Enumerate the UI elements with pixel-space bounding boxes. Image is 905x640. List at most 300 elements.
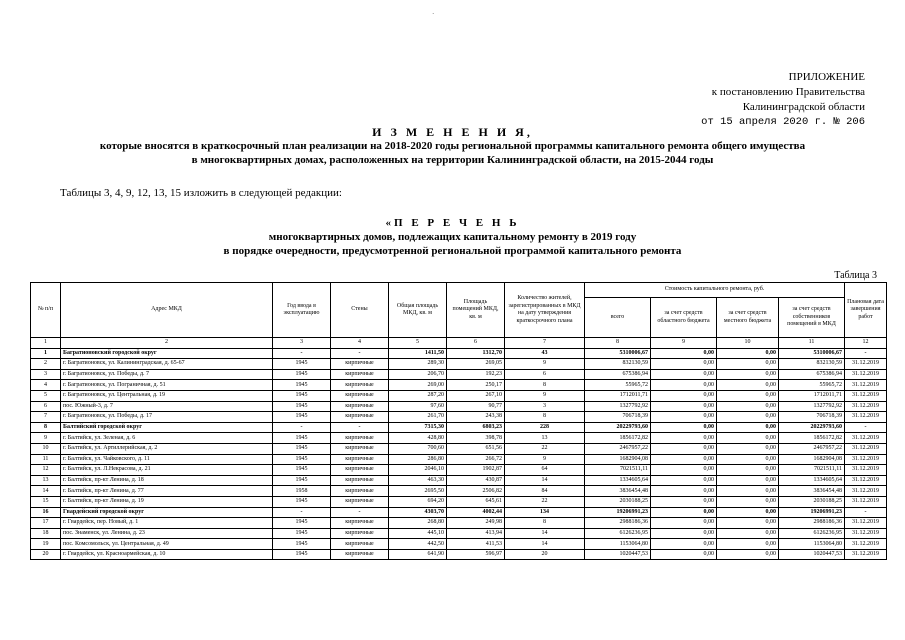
cost-local-cell: 0,00: [717, 507, 779, 518]
cost-owners-cell: 1682904,08: [779, 454, 845, 465]
walls-cell: кирпичные: [331, 539, 389, 550]
premises-area-cell: 267,10: [447, 390, 505, 401]
row-number: 10: [31, 443, 61, 454]
cost-owners-cell: 1856172,82: [779, 433, 845, 444]
cost-total-cell: 706718,39: [585, 412, 651, 423]
column-number: 4: [331, 338, 389, 349]
year-cell: 1945: [273, 528, 331, 539]
address-cell: г. Багратионовск, ул. Победы, д. 7: [61, 369, 273, 380]
cost-local-cell: 0,00: [717, 486, 779, 497]
row-number: 15: [31, 496, 61, 507]
cost-regional-cell: 0,00: [651, 539, 717, 550]
walls-cell: кирпичные: [331, 496, 389, 507]
cost-regional-cell: 0,00: [651, 486, 717, 497]
total-area-cell: 269,00: [389, 380, 447, 391]
residents-cell: 6: [505, 369, 585, 380]
list-line: многоквартирных домов, подлежащих капитальному ремонту в 2019 году: [268, 231, 637, 243]
premises-area-cell: 430,87: [447, 475, 505, 486]
walls-cell: кирпичные: [331, 528, 389, 539]
column-number: 1: [31, 338, 61, 349]
residents-cell: 9: [505, 390, 585, 401]
cost-local-cell: 0,00: [717, 518, 779, 529]
residents-cell: 14: [505, 475, 585, 486]
header-walls: Стены: [331, 283, 389, 338]
cost-owners-cell: 1020447,53: [779, 549, 845, 560]
year-cell: -: [273, 348, 331, 359]
cost-owners-cell: 1334605,64: [779, 475, 845, 486]
table-row: [31, 412, 887, 423]
header-completion: Плановая дата завершения работ: [845, 283, 887, 338]
walls-cell: кирпичные: [331, 433, 389, 444]
row-number: 18: [31, 528, 61, 539]
completion-date-cell: 31.12.2019: [845, 528, 887, 539]
completion-date-cell: -: [845, 422, 887, 433]
address-cell: г. Балтийск, ул. Чайковского, д. 11: [61, 454, 273, 465]
list-title: «П Е Р Е Ч Е Н Ь: [385, 217, 520, 229]
address-cell: Балтийский городской округ: [61, 422, 273, 433]
address-cell: г. Балтийск, ул. Л.Некрасова, д. 21: [61, 465, 273, 476]
completion-date-cell: 31.12.2019: [845, 401, 887, 412]
cost-total-cell: 20229793,60: [585, 422, 651, 433]
cost-local-cell: 0,00: [717, 528, 779, 539]
cost-owners-cell: 832130,59: [779, 359, 845, 370]
premises-area-cell: 645,61: [447, 496, 505, 507]
year-cell: 1945: [273, 465, 331, 476]
column-number: 12: [845, 338, 887, 349]
walls-cell: -: [331, 348, 389, 359]
cost-regional-cell: 0,00: [651, 443, 717, 454]
premises-area-cell: 596,97: [447, 549, 505, 560]
address-cell: пос. Знаменск, ул. Ленина, д. 23: [61, 528, 273, 539]
appendix-title: ПРИЛОЖЕНИЕ: [788, 71, 865, 83]
cost-local-cell: 0,00: [717, 359, 779, 370]
district-total-row: [31, 422, 887, 433]
row-number: 4: [31, 380, 61, 391]
column-number: 8: [585, 338, 651, 349]
cost-local-cell: 0,00: [717, 454, 779, 465]
address-cell: пос. Южный-3, д. 7: [61, 401, 273, 412]
total-area-cell: 287,20: [389, 390, 447, 401]
row-number: 12: [31, 465, 61, 476]
address-cell: Багратионовский городской округ: [61, 348, 273, 359]
cost-regional-cell: 0,00: [651, 475, 717, 486]
walls-cell: кирпичные: [331, 380, 389, 391]
table-row: [31, 454, 887, 465]
completion-date-cell: 31.12.2019: [845, 359, 887, 370]
premises-area-cell: 269,05: [447, 359, 505, 370]
row-number: 14: [31, 486, 61, 497]
address-cell: г. Балтийск, ул. Артиллерийская, д. 2: [61, 443, 273, 454]
cost-regional-cell: 0,00: [651, 412, 717, 423]
total-area-cell: 289,30: [389, 359, 447, 370]
row-number: 2: [31, 359, 61, 370]
total-area-cell: 286,80: [389, 454, 447, 465]
walls-cell: кирпичные: [331, 401, 389, 412]
cost-local-cell: 0,00: [717, 380, 779, 391]
year-cell: 1945: [273, 401, 331, 412]
header-num: № п/п: [31, 283, 61, 338]
table-row: [31, 433, 887, 444]
cost-owners-cell: 20229793,60: [779, 422, 845, 433]
address-cell: г. Балтийск, пр-кт Ленина, д. 19: [61, 496, 273, 507]
residents-cell: 3: [505, 401, 585, 412]
residents-cell: 8: [505, 412, 585, 423]
walls-cell: кирпичные: [331, 454, 389, 465]
cost-local-cell: 0,00: [717, 348, 779, 359]
residents-cell: 14: [505, 528, 585, 539]
address-cell: пос. Комсомольск, ул. Центральная, д. 49: [61, 539, 273, 550]
cost-total-cell: 5310006,67: [585, 348, 651, 359]
total-area-cell: 694,20: [389, 496, 447, 507]
cost-total-cell: 1153064,80: [585, 539, 651, 550]
changes-line: которые вносятся в краткосрочный план реализации на 2018-2020 годы региональной программы капитального ремонта общего имущества: [99, 140, 806, 152]
premises-area-cell: 243,38: [447, 412, 505, 423]
completion-date-cell: -: [845, 507, 887, 518]
walls-cell: кирпичные: [331, 486, 389, 497]
premises-area-cell: 651,56: [447, 443, 505, 454]
walls-cell: -: [331, 507, 389, 518]
cost-owners-cell: 2030188,25: [779, 496, 845, 507]
row-number: 3: [31, 369, 61, 380]
total-area-cell: 445,10: [389, 528, 447, 539]
table-row: [31, 539, 887, 550]
cost-owners-cell: 55965,72: [779, 380, 845, 391]
row-number: 20: [31, 549, 61, 560]
cost-owners-cell: 675386,94: [779, 369, 845, 380]
premises-area-cell: 1312,70: [447, 348, 505, 359]
appendix-line: Калининградской области: [742, 101, 865, 113]
header-total-area: Общая площадь МКД, кв. м: [389, 283, 447, 338]
premises-area-cell: 6803,23: [447, 422, 505, 433]
residents-cell: 8: [505, 518, 585, 529]
column-number: 10: [717, 338, 779, 349]
cost-total-cell: 1327792,92: [585, 401, 651, 412]
residents-cell: 8: [505, 380, 585, 391]
cost-local-cell: 0,00: [717, 475, 779, 486]
row-number: 5: [31, 390, 61, 401]
residents-cell: 43: [505, 348, 585, 359]
cost-owners-cell: 706718,39: [779, 412, 845, 423]
address-cell: г. Багратионовск, ул. Пограничная, д. 51: [61, 380, 273, 391]
total-area-cell: 442,50: [389, 539, 447, 550]
table-row: [31, 475, 887, 486]
cost-regional-cell: 0,00: [651, 518, 717, 529]
cost-regional-cell: 0,00: [651, 369, 717, 380]
cost-regional-cell: 0,00: [651, 465, 717, 476]
header-cost-local: за счет средств местного бюджета: [717, 298, 779, 338]
completion-date-cell: 31.12.2019: [845, 412, 887, 423]
total-area-cell: 641,90: [389, 549, 447, 560]
table-row: [31, 359, 887, 370]
column-number: 11: [779, 338, 845, 349]
completion-date-cell: 31.12.2019: [845, 518, 887, 529]
year-cell: -: [273, 422, 331, 433]
cost-regional-cell: 0,00: [651, 433, 717, 444]
table-row: [31, 528, 887, 539]
cost-local-cell: 0,00: [717, 390, 779, 401]
cost-regional-cell: 0,00: [651, 496, 717, 507]
cost-total-cell: 1334605,64: [585, 475, 651, 486]
appendix-block: [645, 70, 865, 130]
walls-cell: кирпичные: [331, 465, 389, 476]
walls-cell: кирпичные: [331, 443, 389, 454]
premises-area-cell: 250,17: [447, 380, 505, 391]
table-row: [31, 380, 887, 391]
premises-area-cell: 1902,87: [447, 465, 505, 476]
completion-date-cell: 31.12.2019: [845, 454, 887, 465]
cost-regional-cell: 0,00: [651, 422, 717, 433]
walls-cell: -: [331, 422, 389, 433]
address-cell: Гвардейский городской округ: [61, 507, 273, 518]
cost-regional-cell: 0,00: [651, 348, 717, 359]
total-area-cell: 2046,10: [389, 465, 447, 476]
row-number: 6: [31, 401, 61, 412]
total-area-cell: 97,60: [389, 401, 447, 412]
total-area-cell: 428,80: [389, 433, 447, 444]
header-residents: Количество жителей, зарегистрированных в МКД на дату утверждения краткосрочного плана: [505, 283, 585, 338]
table-row: [31, 549, 887, 560]
header-year: Год ввода в эксплуатацию: [273, 283, 331, 338]
year-cell: 1945: [273, 412, 331, 423]
residents-cell: 64: [505, 465, 585, 476]
tables-note: Таблицы 3, 4, 9, 12, 13, 15 изложить в следующей редакции:: [60, 187, 342, 199]
header-address: Адрес МКД: [61, 283, 273, 338]
header-cost-total: всего: [585, 298, 651, 338]
row-number: 16: [31, 507, 61, 518]
table-row: [31, 443, 887, 454]
cost-owners-cell: 7021511,11: [779, 465, 845, 476]
table-row: [31, 518, 887, 529]
column-number: 9: [651, 338, 717, 349]
year-cell: 1945: [273, 496, 331, 507]
total-area-cell: 1411,50: [389, 348, 447, 359]
cost-local-cell: 0,00: [717, 422, 779, 433]
row-number: 19: [31, 539, 61, 550]
walls-cell: кирпичные: [331, 359, 389, 370]
list-heading: [0, 216, 905, 258]
column-number: 5: [389, 338, 447, 349]
cost-regional-cell: 0,00: [651, 359, 717, 370]
header-cost-regional: за счет средств областного бюджета: [651, 298, 717, 338]
column-number: 7: [505, 338, 585, 349]
cost-local-cell: 0,00: [717, 539, 779, 550]
cost-local-cell: 0,00: [717, 369, 779, 380]
walls-cell: кирпичные: [331, 412, 389, 423]
row-number: 13: [31, 475, 61, 486]
cost-owners-cell: 6126236,95: [779, 528, 845, 539]
cost-total-cell: 1712011,71: [585, 390, 651, 401]
year-cell: 1945: [273, 454, 331, 465]
cost-total-cell: 675386,94: [585, 369, 651, 380]
residents-cell: 9: [505, 454, 585, 465]
cost-local-cell: 0,00: [717, 465, 779, 476]
cost-local-cell: 0,00: [717, 496, 779, 507]
completion-date-cell: 31.12.2019: [845, 465, 887, 476]
walls-cell: кирпичные: [331, 369, 389, 380]
column-number: 6: [447, 338, 505, 349]
completion-date-cell: 31.12.2019: [845, 496, 887, 507]
total-area-cell: 7315,30: [389, 422, 447, 433]
header-cost-group: Стоимость капитального ремонта, руб.: [585, 283, 845, 298]
cost-owners-cell: 1153064,80: [779, 539, 845, 550]
residents-cell: 22: [505, 443, 585, 454]
cost-local-cell: 0,00: [717, 433, 779, 444]
row-number: 17: [31, 518, 61, 529]
address-cell: г. Багратионовск, ул. Центральная, д. 19: [61, 390, 273, 401]
cost-owners-cell: 1327792,92: [779, 401, 845, 412]
table-label: Таблица 3: [834, 270, 877, 281]
appendix-date: от 15 апреля 2020 г. № 206: [701, 116, 865, 128]
address-cell: г. Балтийск, пр-кт Ленина, д. 18: [61, 475, 273, 486]
premises-area-cell: 413,94: [447, 528, 505, 539]
year-cell: -: [273, 507, 331, 518]
address-cell: г. Багратионовск, ул. Калининградская, д. 65-67: [61, 359, 273, 370]
premises-area-cell: 249,98: [447, 518, 505, 529]
cost-total-cell: 7021511,11: [585, 465, 651, 476]
completion-date-cell: 31.12.2019: [845, 443, 887, 454]
cost-total-cell: 3836454,48: [585, 486, 651, 497]
cost-local-cell: 0,00: [717, 401, 779, 412]
total-area-cell: 2695,50: [389, 486, 447, 497]
residents-cell: 9: [505, 359, 585, 370]
cost-local-cell: 0,00: [717, 412, 779, 423]
year-cell: 1945: [273, 475, 331, 486]
walls-cell: кирпичные: [331, 475, 389, 486]
cost-regional-cell: 0,00: [651, 507, 717, 518]
cost-regional-cell: 0,00: [651, 390, 717, 401]
address-cell: г. Балтийск, ул. Зеленая, д. 6: [61, 433, 273, 444]
row-number: 8: [31, 422, 61, 433]
changes-line: в многоквартирных домах, расположенных на территории Калининградской области, на 2015-2044 годы: [191, 154, 714, 166]
completion-date-cell: 31.12.2019: [845, 549, 887, 560]
table-body: [31, 348, 887, 560]
premises-area-cell: 192,23: [447, 369, 505, 380]
buildings-table: [30, 282, 887, 560]
year-cell: 1945: [273, 518, 331, 529]
total-area-cell: 268,80: [389, 518, 447, 529]
completion-date-cell: -: [845, 348, 887, 359]
cost-total-cell: 55965,72: [585, 380, 651, 391]
year-cell: 1945: [273, 369, 331, 380]
cost-local-cell: 0,00: [717, 549, 779, 560]
table-row: [31, 496, 887, 507]
total-area-cell: 463,30: [389, 475, 447, 486]
residents-cell: 20: [505, 549, 585, 560]
premises-area-cell: 266,72: [447, 454, 505, 465]
cost-total-cell: 19206991,23: [585, 507, 651, 518]
row-number: 7: [31, 412, 61, 423]
year-cell: 1945: [273, 549, 331, 560]
top-mark: ·: [432, 10, 435, 18]
column-number: 3: [273, 338, 331, 349]
completion-date-cell: 31.12.2019: [845, 539, 887, 550]
total-area-cell: 261,70: [389, 412, 447, 423]
address-cell: г. Гвардейск, пер. Новый, д. 1: [61, 518, 273, 529]
cost-owners-cell: 2988186,36: [779, 518, 845, 529]
completion-date-cell: 31.12.2019: [845, 369, 887, 380]
cost-regional-cell: 0,00: [651, 528, 717, 539]
column-number-row: [31, 338, 887, 349]
residents-cell: 84: [505, 486, 585, 497]
address-cell: г. Балтийск, пр-кт Ленина, д. 77: [61, 486, 273, 497]
cost-regional-cell: 0,00: [651, 549, 717, 560]
residents-cell: 14: [505, 539, 585, 550]
completion-date-cell: 31.12.2019: [845, 433, 887, 444]
premises-area-cell: 2506,82: [447, 486, 505, 497]
residents-cell: 13: [505, 433, 585, 444]
cost-owners-cell: 19206991,23: [779, 507, 845, 518]
cost-owners-cell: 5310006,67: [779, 348, 845, 359]
year-cell: 1945: [273, 390, 331, 401]
cost-owners-cell: 3836454,48: [779, 486, 845, 497]
row-number: 9: [31, 433, 61, 444]
year-cell: 1958: [273, 486, 331, 497]
address-cell: г. Багратионовск, ул. Победы, д. 17: [61, 412, 273, 423]
header-cost-owners: за счет средств собственников помещений в МКД: [779, 298, 845, 338]
header-premises-area: Площадь помещений МКД, кв. м: [447, 283, 505, 338]
year-cell: 1945: [273, 443, 331, 454]
year-cell: 1945: [273, 380, 331, 391]
cost-regional-cell: 0,00: [651, 401, 717, 412]
walls-cell: кирпичные: [331, 390, 389, 401]
table-row: [31, 465, 887, 476]
cost-total-cell: 2988186,36: [585, 518, 651, 529]
cost-total-cell: 1020447,53: [585, 549, 651, 560]
cost-local-cell: 0,00: [717, 443, 779, 454]
cost-regional-cell: 0,00: [651, 454, 717, 465]
district-total-row: [31, 348, 887, 359]
completion-date-cell: 31.12.2019: [845, 390, 887, 401]
cost-regional-cell: 0,00: [651, 380, 717, 391]
cost-total-cell: 832130,59: [585, 359, 651, 370]
premises-area-cell: 398,78: [447, 433, 505, 444]
residents-cell: 228: [505, 422, 585, 433]
column-number: 2: [61, 338, 273, 349]
completion-date-cell: 31.12.2019: [845, 380, 887, 391]
list-line: в порядке очередности, предусмотренной региональной программой капитального ремонта: [223, 245, 682, 257]
changes-heading: [0, 125, 905, 167]
completion-date-cell: 31.12.2019: [845, 475, 887, 486]
year-cell: 1945: [273, 539, 331, 550]
table-row: [31, 401, 887, 412]
residents-cell: 134: [505, 507, 585, 518]
total-area-cell: 4303,70: [389, 507, 447, 518]
walls-cell: кирпичные: [331, 549, 389, 560]
total-area-cell: 700,60: [389, 443, 447, 454]
cost-total-cell: 1682904,08: [585, 454, 651, 465]
cost-total-cell: 2467957,22: [585, 443, 651, 454]
table-row: [31, 486, 887, 497]
changes-title: И З М Е Н Е Н И Я,: [372, 125, 533, 139]
premises-area-cell: 90,77: [447, 401, 505, 412]
district-total-row: [31, 507, 887, 518]
row-number: 1: [31, 348, 61, 359]
cost-total-cell: 1856172,82: [585, 433, 651, 444]
cost-total-cell: 2030188,25: [585, 496, 651, 507]
residents-cell: 22: [505, 496, 585, 507]
completion-date-cell: 31.12.2019: [845, 486, 887, 497]
year-cell: 1945: [273, 433, 331, 444]
address-cell: г. Гвардейск, ул. Красноармейская, д. 10: [61, 549, 273, 560]
table-row: [31, 390, 887, 401]
table-row: [31, 369, 887, 380]
year-cell: 1945: [273, 359, 331, 370]
cost-owners-cell: 1712011,71: [779, 390, 845, 401]
walls-cell: кирпичные: [331, 518, 389, 529]
appendix-line: к постановлению Правительства: [711, 86, 865, 98]
row-number: 11: [31, 454, 61, 465]
cost-owners-cell: 2467957,22: [779, 443, 845, 454]
